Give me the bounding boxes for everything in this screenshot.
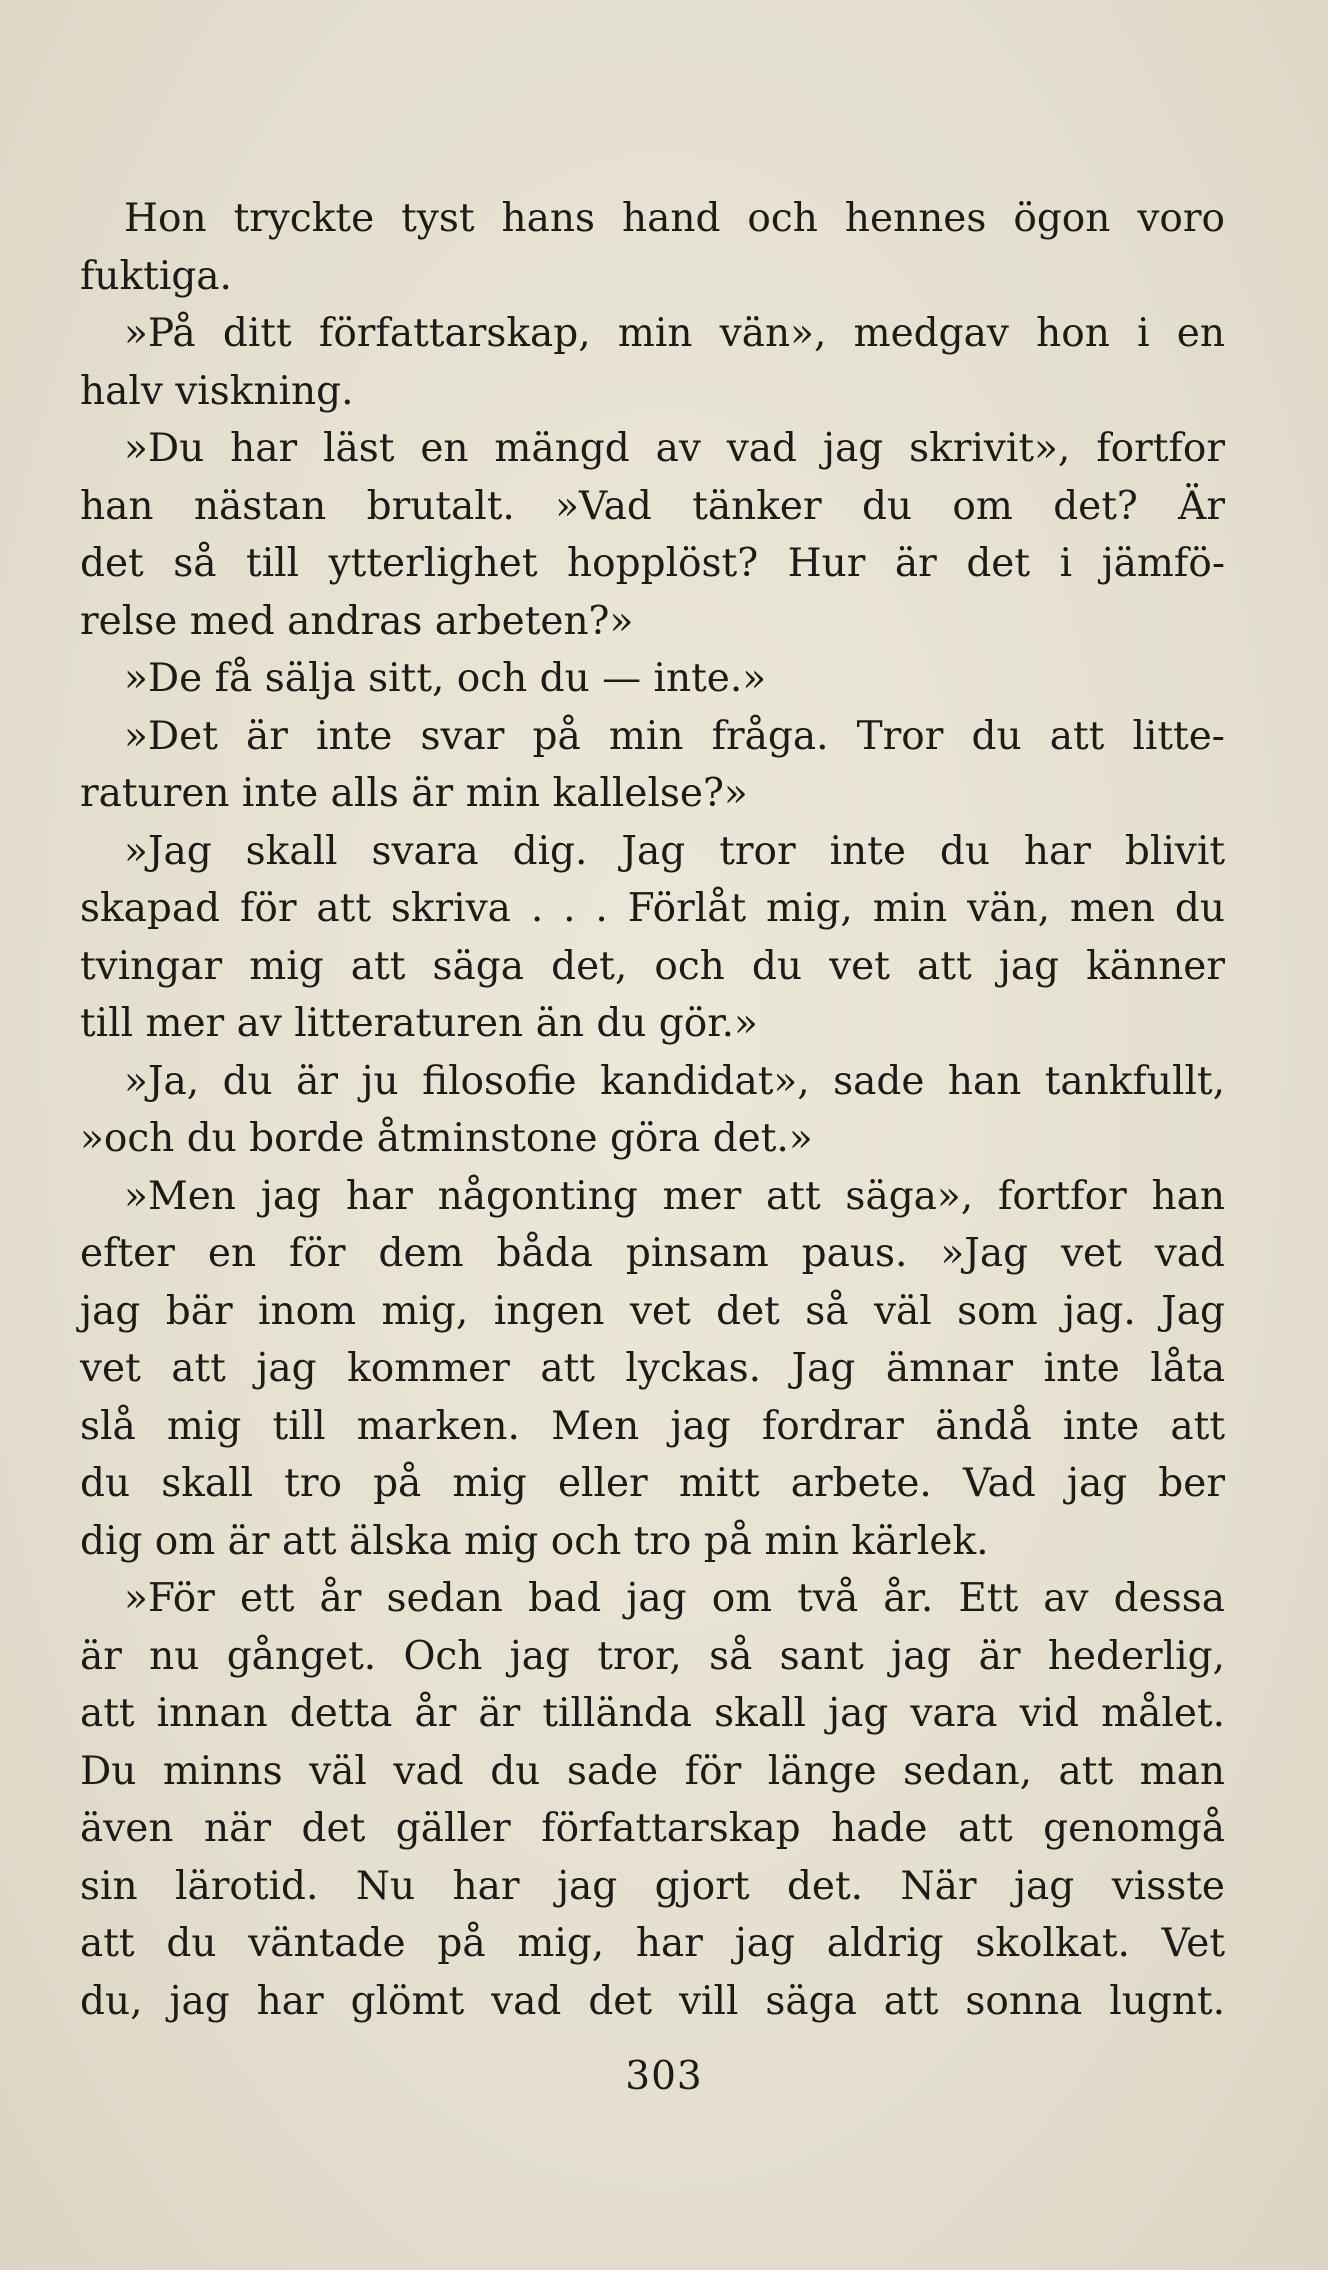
body-text	[80, 190, 1225, 2030]
text-line: det så till ytterlighet hopplöst? Hur är det i jämfö-	[80, 541, 1225, 586]
text-line: »Du har läst en mängd av vad jag skrivit», fortfor	[124, 426, 1225, 471]
text-line: han nästan brutalt. »Vad tänker du om det? Är	[80, 483, 1225, 529]
text-line: »och du borde åtminstone göra det.»	[80, 1116, 813, 1161]
text-line: relse med andras arbeten?»	[80, 598, 634, 644]
text-line: Du minns väl vad du sade för länge sedan, att man	[80, 1748, 1225, 1794]
text-line: att du väntade på mig, har jag aldrig skolkat. Vet	[80, 1921, 1225, 1966]
text-line: vet att jag kommer att lyckas. Jag ämnar inte låta	[80, 1346, 1225, 1391]
text-line: »Det är inte svar på min fråga. Tror du att litte-	[124, 713, 1225, 759]
text-line: »De få sälja sitt, och du — inte.»	[124, 656, 767, 701]
text-line: sin lärotid. Nu har jag gjort det. När jag visste	[80, 1863, 1225, 1909]
text-line: »Jag skall svara dig. Jag tror inte du har blivit	[124, 828, 1225, 874]
text-line: »Men jag har någonting mer att säga», fortfor han	[124, 1173, 1225, 1219]
text-line: »För ett år sedan bad jag om två år. Ett av dessa	[124, 1576, 1225, 1621]
page-number: 303	[625, 2054, 703, 2099]
text-line: raturen inte alls är min kallelse?»	[80, 771, 748, 816]
text-line: fuktiga.	[80, 253, 232, 299]
text-line: dig om är att älska mig och tro på min kärlek.	[80, 1518, 989, 1564]
text-line: du, jag har glömt vad det vill säga att sonna lugnt.	[80, 1978, 1225, 2024]
text-line: är nu gånget. Och jag tror, så sant jag är hederlig,	[80, 1633, 1225, 1679]
text-line: till mer av litteraturen än du gör.»	[80, 1001, 758, 1046]
text-line: skapad för att skriva . . . Förlåt mig, min vän, men du	[80, 886, 1225, 931]
text-line: även när det gäller författarskap hade att genomgå	[80, 1806, 1225, 1851]
text-line: efter en för dem båda pinsam paus. »Jag vet vad	[80, 1231, 1225, 1276]
text-line: jag bär inom mig, ingen vet det så väl som jag. Jag	[80, 1288, 1225, 1334]
text-line: att innan detta år är tilländа skall jag vara vid målet.	[80, 1691, 1225, 1736]
text-line: halv viskning.	[80, 368, 354, 414]
text-line: Hon tryckte tyst hans hand och hennes ögon voro	[124, 196, 1225, 241]
text-line: »Ja, du är ju filosofie kandidat», sade han tankfullt,	[124, 1058, 1225, 1104]
text-line: »På ditt författarskap, min vän», medgav hon i en	[124, 311, 1225, 356]
text-line: slå mig till marken. Men jag fordrar ändå inte att	[80, 1403, 1225, 1449]
text-line: tvingar mig att säga det, och du vet att jag känner	[80, 943, 1225, 989]
text-line: du skall tro på mig eller mitt arbete. Vad jag ber	[80, 1461, 1225, 1506]
